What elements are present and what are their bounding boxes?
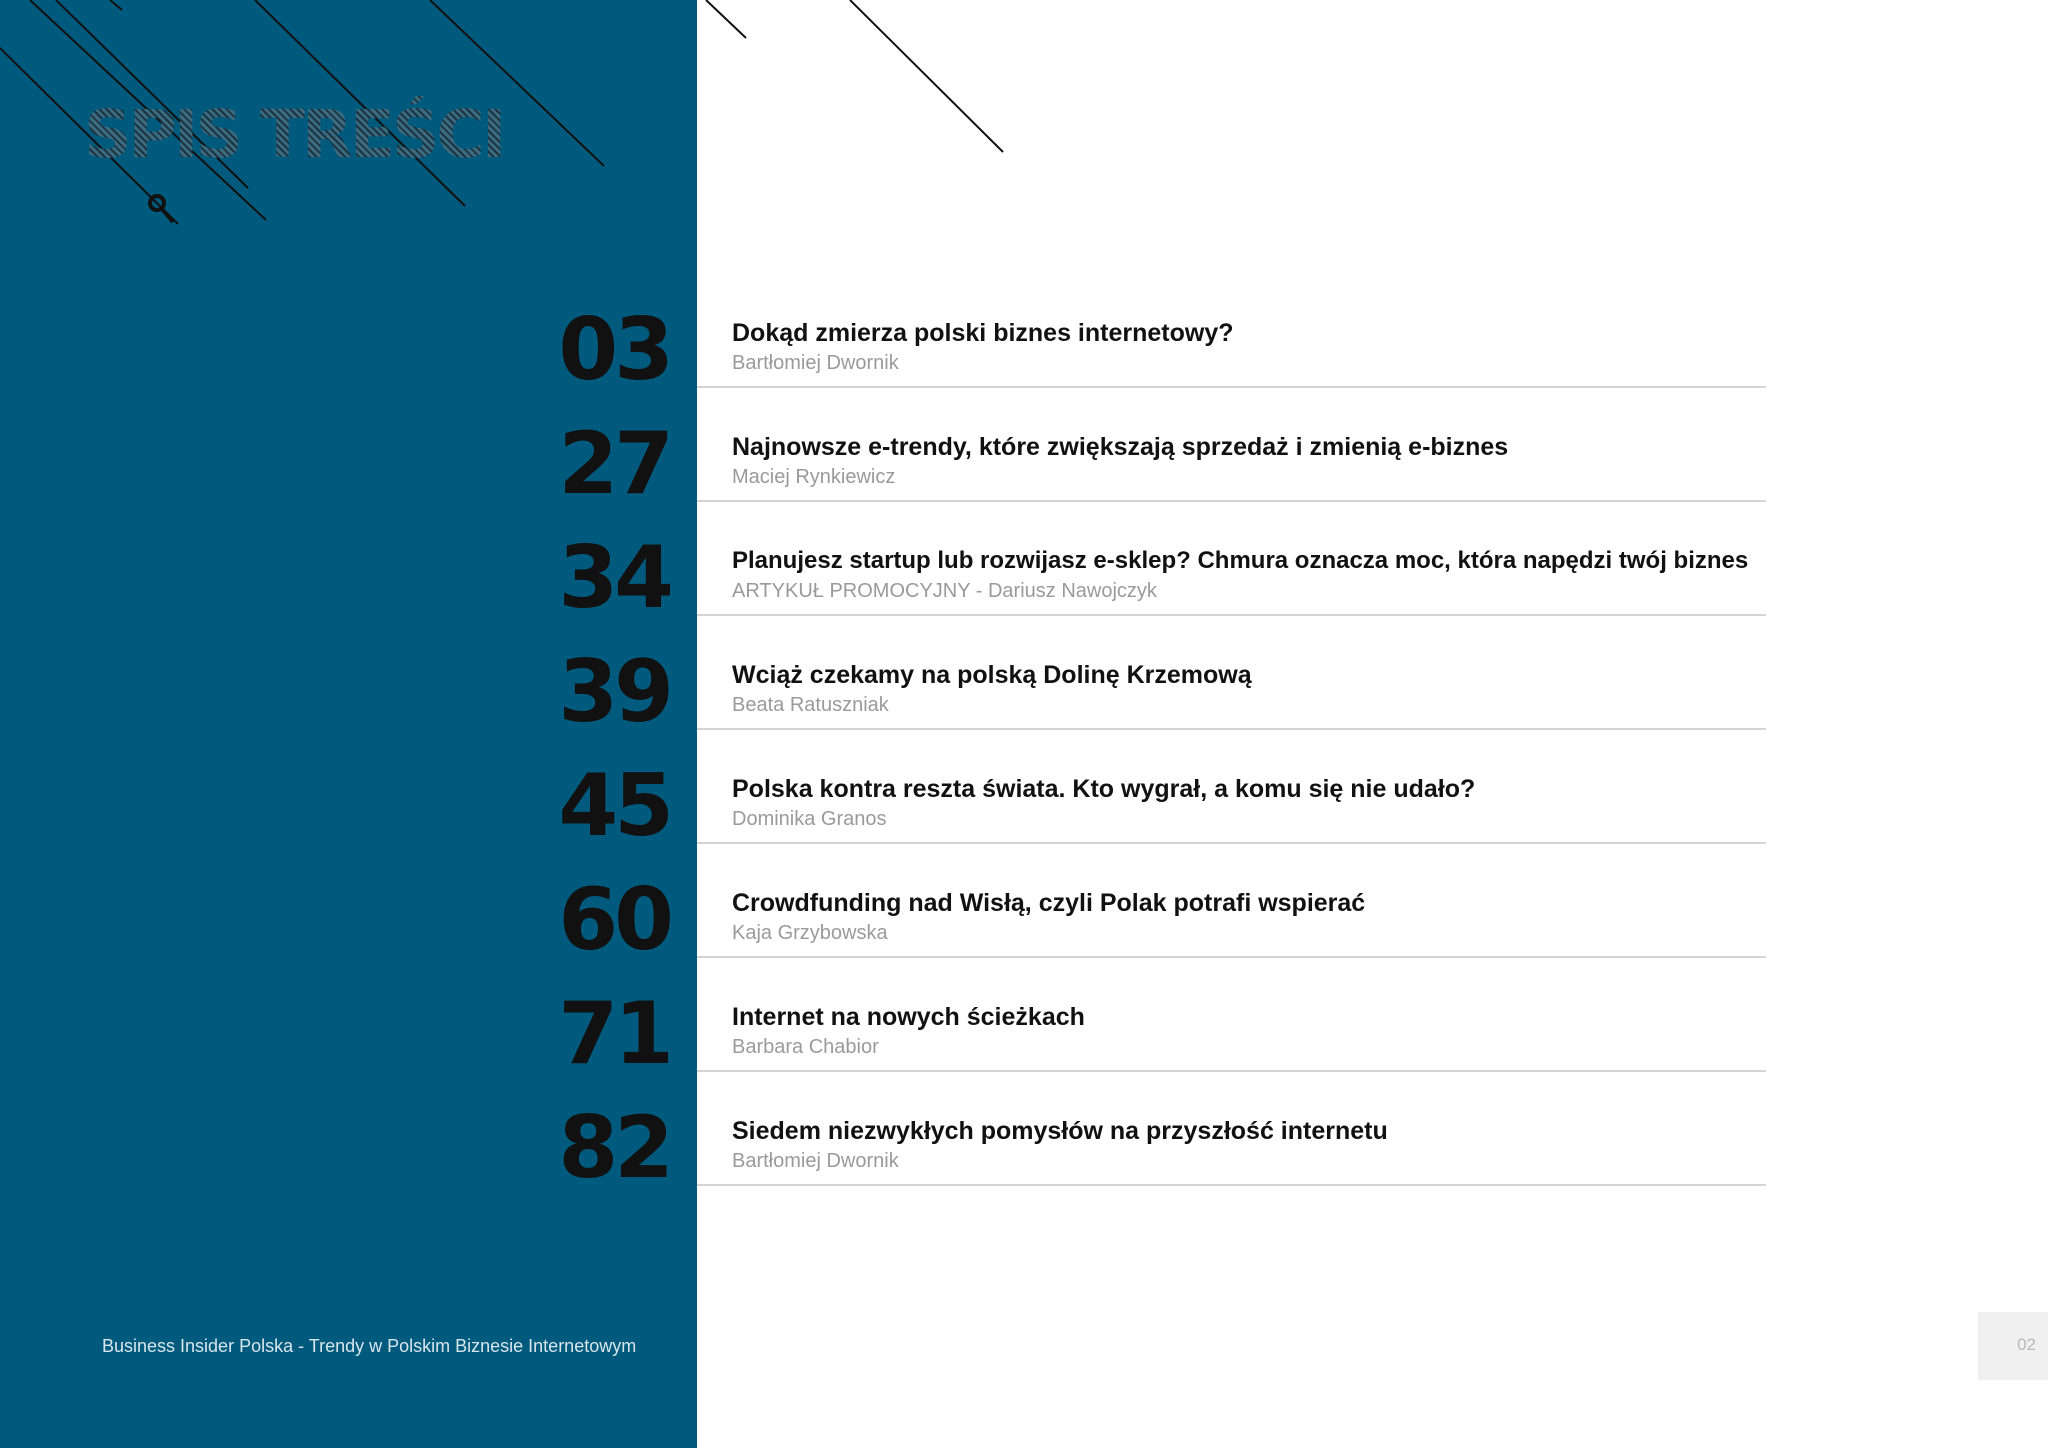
toc-divider bbox=[697, 956, 1766, 958]
toc-title: Polska kontra reszta świata. Kto wygrał, a komu się nie udało? bbox=[732, 775, 1476, 803]
toc-divider bbox=[697, 1184, 1766, 1186]
toc-title: Dokąd zmierza polski biznes internetowy? bbox=[732, 319, 1234, 347]
toc-title: Internet na nowych ścieżkach bbox=[732, 1003, 1085, 1031]
page-number-box bbox=[1978, 1312, 2048, 1380]
toc-item[interactable] bbox=[540, 1098, 1766, 1212]
toc-author: Bartłomiej Dwornik bbox=[732, 352, 899, 374]
toc-divider bbox=[697, 728, 1766, 730]
toc-item[interactable] bbox=[540, 300, 1766, 414]
page-number: 02 bbox=[2017, 1335, 2036, 1354]
search-icon bbox=[146, 192, 176, 228]
toc-divider bbox=[697, 1070, 1766, 1072]
toc-page-number: 34 bbox=[558, 528, 670, 628]
toc-author: Bartłomiej Dwornik bbox=[732, 1150, 899, 1172]
toc-author: Beata Ratuszniak bbox=[732, 694, 889, 716]
toc-title: Crowdfunding nad Wisłą, czyli Polak potrafi wspierać bbox=[732, 889, 1366, 917]
toc-title: Planujesz startup lub rozwijasz e-sklep? Chmura oznacza moc, która napędzi twój biznes bbox=[732, 547, 1749, 574]
toc-item[interactable] bbox=[540, 642, 1766, 756]
toc-item[interactable] bbox=[540, 414, 1766, 528]
toc-title: Wciąż czekamy na polską Dolinę Krzemową bbox=[732, 661, 1252, 689]
toc-divider bbox=[697, 614, 1766, 616]
toc-item[interactable] bbox=[540, 984, 1766, 1098]
toc-title: Siedem niezwykłych pomysłów na przyszłość internetu bbox=[732, 1117, 1388, 1145]
publication-footer: Business Insider Polska - Trendy w Polskim Biznesie Internetowym bbox=[102, 1336, 637, 1356]
toc-page-number: 71 bbox=[558, 984, 670, 1084]
toc-page-number: 03 bbox=[558, 300, 670, 400]
toc-page-number: 45 bbox=[558, 756, 670, 856]
toc-author: Dominika Granos bbox=[732, 808, 887, 830]
toc-page-number: 82 bbox=[558, 1098, 670, 1198]
toc-author: Barbara Chabior bbox=[732, 1036, 879, 1058]
toc-item[interactable] bbox=[540, 756, 1766, 870]
toc-divider bbox=[697, 500, 1766, 502]
toc-title: Najnowsze e-trendy, które zwiększają sprzedaż i zmienią e-biznes bbox=[732, 433, 1509, 461]
toc-item[interactable] bbox=[540, 528, 1766, 642]
toc-author: Kaja Grzybowska bbox=[732, 922, 888, 944]
toc-divider bbox=[697, 842, 1766, 844]
toc-author: Maciej Rynkiewicz bbox=[732, 466, 896, 488]
toc-page-number: 60 bbox=[558, 870, 670, 970]
toc-page-number: 27 bbox=[558, 414, 670, 514]
toc-divider bbox=[697, 386, 1766, 388]
page-title: SPIS TREŚCI bbox=[84, 96, 504, 173]
toc-item[interactable] bbox=[540, 870, 1766, 984]
toc-page-number: 39 bbox=[558, 642, 670, 742]
toc-author: ARTYKUŁ PROMOCYJNY - Dariusz Nawojczyk bbox=[732, 580, 1157, 602]
